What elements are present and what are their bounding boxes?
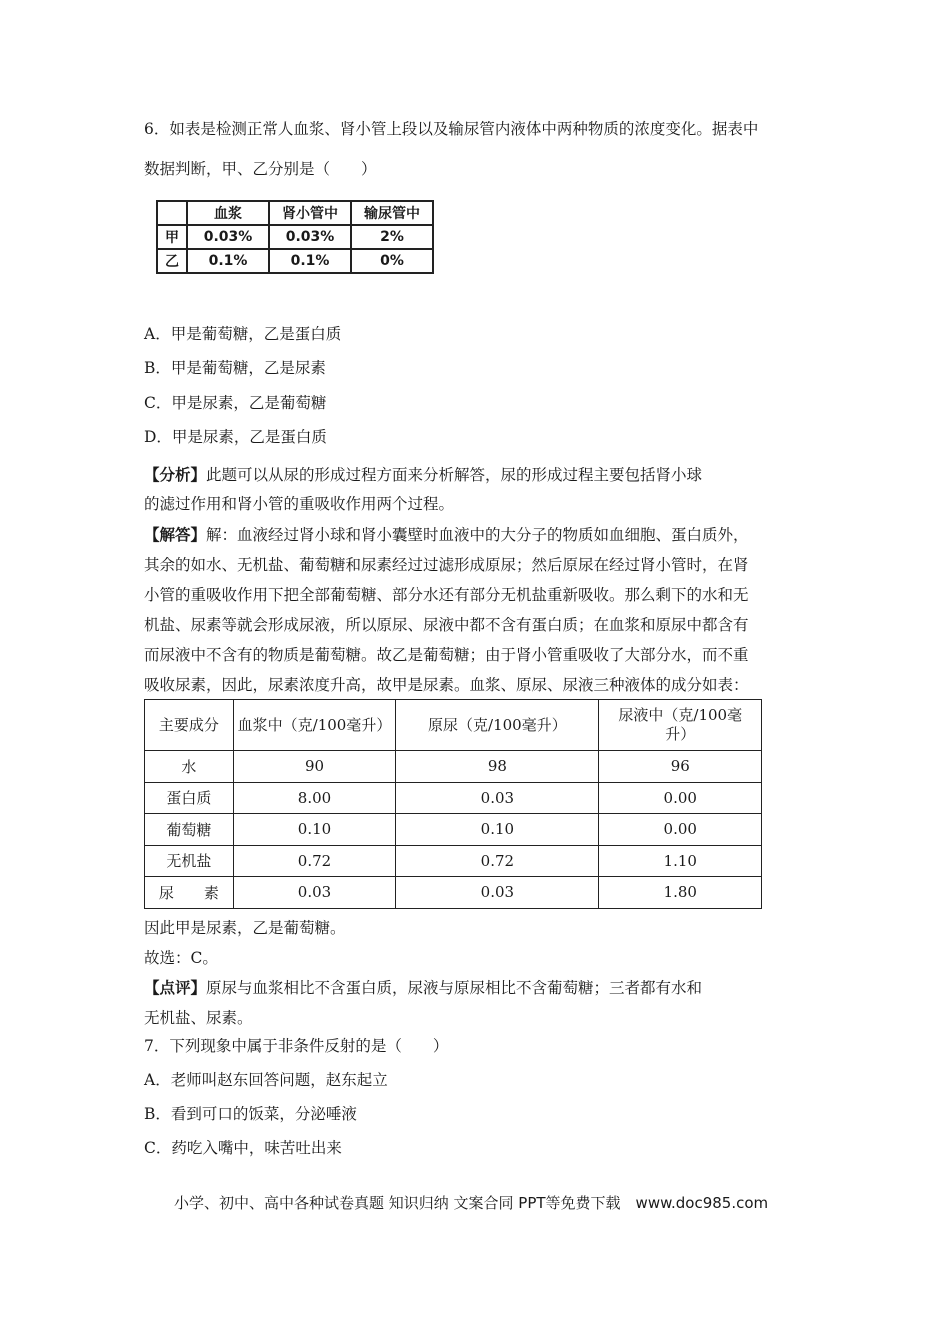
q6-option-c: C．甲是尿素，乙是葡萄糖	[144, 394, 327, 412]
table-cell: 96	[599, 751, 762, 783]
q7-option-a: A．老师叫赵东回答问题，赵东起立	[144, 1071, 388, 1089]
q7-stem: 7．下列现象中属于非条件反射的是（ ）	[144, 1037, 449, 1055]
table-cell: 0.72	[233, 845, 395, 877]
answer-line1	[144, 525, 749, 545]
q7-option-c: C．药吃入嘴中，味苦吐出来	[144, 1139, 342, 1157]
comment-text: 原尿与血浆相比不含蛋白质，尿液与原尿相比不含葡萄糖；三者都有水和	[206, 979, 703, 997]
table-cell: 0.1%	[269, 249, 351, 273]
comment-tag: 【点评】	[144, 979, 207, 997]
table-cell: 0.00	[599, 814, 762, 846]
analysis-tag: 【分析】	[144, 466, 207, 484]
q6-option-d: D．甲是尿素，乙是蛋白质	[144, 428, 327, 446]
table-cell: 2%	[351, 225, 433, 249]
q6-option-b: B．甲是葡萄糖，乙是尿素	[144, 359, 326, 377]
header-text-part2: 升）	[665, 725, 696, 743]
table-cell: 1.10	[599, 845, 762, 877]
composition-table	[144, 699, 762, 909]
table-cell: 甲	[157, 225, 187, 249]
table-cell: 90	[233, 751, 395, 783]
answer-text: 解：血液经过肾小球和肾小囊壁时血液中的大分子的物质如血细胞、蛋白质外，	[206, 526, 749, 544]
table-cell: 98	[396, 751, 599, 783]
table-cell: 8.00	[233, 782, 395, 814]
q6-concentration-table	[156, 200, 434, 274]
table-header-cell: 输尿管中	[351, 201, 433, 225]
analysis-line1	[144, 465, 702, 485]
table-cell: 0.03%	[187, 225, 269, 249]
table-header-cell: 血浆中（克/100毫升）	[233, 700, 395, 751]
answer-line2: 其余的如水、无机盐、葡萄糖和尿素经过过滤形成原尿；然后原尿在经过肾小管时，在肾	[144, 556, 749, 574]
table-cell: 水	[145, 751, 234, 783]
table-header-cell: 肾小管中	[269, 201, 351, 225]
q6-option-a: A．甲是葡萄糖，乙是蛋白质	[144, 325, 342, 343]
table-cell: 0.03	[396, 782, 599, 814]
conclusion: 因此甲是尿素，乙是葡萄糖。	[144, 919, 346, 937]
comment-line2: 无机盐、尿素。	[144, 1009, 253, 1027]
table-cell: 0.1%	[187, 249, 269, 273]
choice: 故选：C。	[144, 949, 218, 967]
q6-stem-line2: 数据判断，甲、乙分别是（ ）	[144, 160, 377, 178]
table-header-cell	[599, 700, 762, 751]
analysis-text: 此题可以从尿的形成过程方面来分析解答，尿的形成过程主要包括肾小球	[206, 466, 703, 484]
table-cell: 葡萄糖	[145, 814, 234, 846]
table-header-cell: 原尿（克/100毫升）	[396, 700, 599, 751]
table-header-cell: 血浆	[187, 201, 269, 225]
comment-line1	[144, 978, 702, 998]
table-cell: 无机盐	[145, 845, 234, 877]
answer-line5: 而尿液中不含有的物质是葡萄糖。故乙是葡萄糖；由于肾小管重吸收了大部分水，而不重	[144, 646, 749, 664]
table-cell: 0.03%	[269, 225, 351, 249]
header-text-part1: 尿液中（克/100毫	[618, 706, 743, 724]
answer-tag: 【解答】	[144, 526, 207, 544]
table-cell: 0.10	[233, 814, 395, 846]
answer-line6: 吸收尿素，因此，尿素浓度升高，故甲是尿素。血浆、原尿、尿液三种液体的成分如表：	[144, 676, 749, 694]
table-cell: 0.10	[396, 814, 599, 846]
analysis-line2: 的滤过作用和肾小管的重吸收作用两个过程。	[144, 495, 455, 513]
answer-line4: 机盐、尿素等就会形成尿液，所以原尿、尿液中都不含有蛋白质；在血浆和原尿中都含有	[144, 616, 749, 634]
table-cell: 1.80	[599, 877, 762, 909]
table-cell: 0%	[351, 249, 433, 273]
table-cell: 0.03	[396, 877, 599, 909]
table-cell: 0.00	[599, 782, 762, 814]
q7-option-b: B．看到可口的饭菜，分泌唾液	[144, 1105, 357, 1123]
page-footer: 小学、初中、高中各种试卷真题 知识归纳 文案合同 PPT等免费下载 www.doc985.com	[174, 1194, 769, 1212]
table-cell: 尿 素	[145, 877, 234, 909]
table-cell: 0.72	[396, 845, 599, 877]
table-cell: 0.03	[233, 877, 395, 909]
answer-line3: 小管的重吸收作用下把全部葡萄糖、部分水还有部分无机盐重新吸收。那么剩下的水和无	[144, 586, 749, 604]
table-cell: 蛋白质	[145, 782, 234, 814]
q6-stem-line1: 6．如表是检测正常人血浆、肾小管上段以及输尿管内液体中两种物质的浓度变化。据表中	[144, 120, 759, 138]
table-header-cell	[157, 201, 187, 225]
table-cell: 乙	[157, 249, 187, 273]
table-header-cell: 主要成分	[145, 700, 234, 751]
